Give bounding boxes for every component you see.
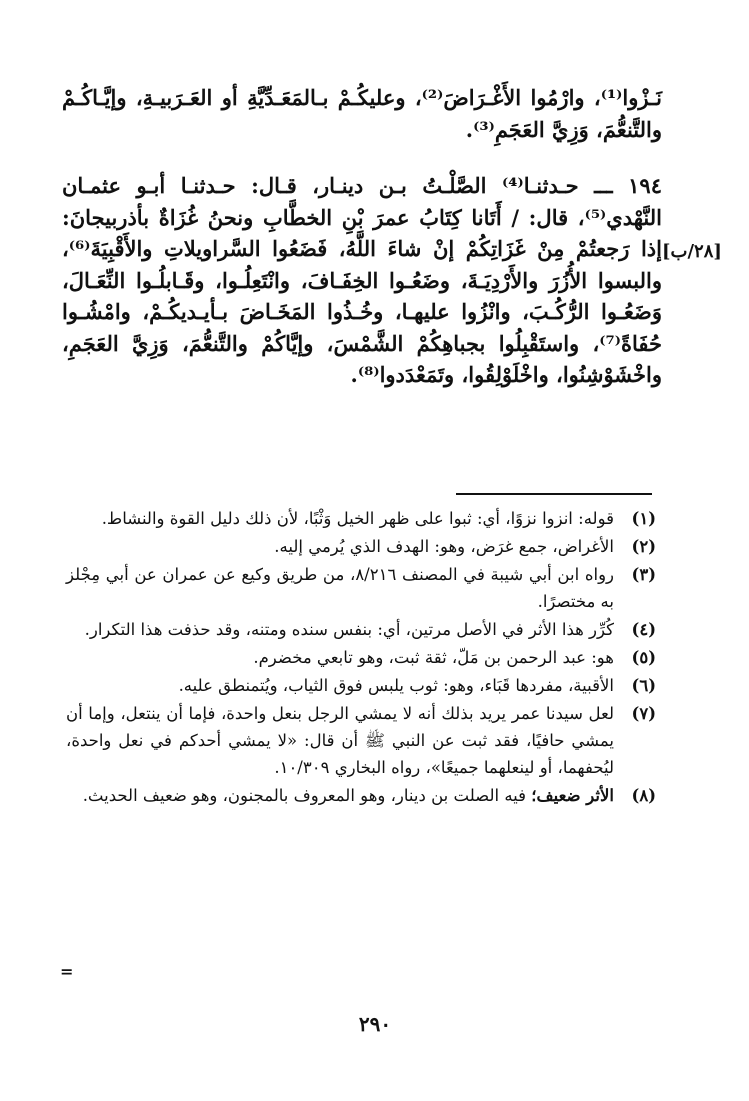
- footnote-number: (٢): [631, 537, 656, 556]
- footnote-number: (١): [631, 509, 656, 528]
- footnote-bold-lead: الأثر ضعيف؛: [531, 786, 614, 805]
- page-number: ٢٩٠: [358, 1012, 392, 1036]
- footnote-text: لعل سيدنا عمر يريد بذلك أنه لا يمشي الرجل بنعل واحدة، فإما أن ينتعل، وإما أن يمشي حافيًا، فقد ثبت عن النبي ﷺ أن قال: «لا يمشي أحدكم في نعل واحدة، ليُحفهما، أو لينعلهما جميعًا»، رواه البخاري ١٠/٣٠٩.: [66, 704, 614, 777]
- footnote-number: (٣): [631, 565, 656, 584]
- footnote-3: [66, 561, 656, 615]
- footnote-text: رواه ابن أبي شيبة في المصنف ٨/٢١٦، من طريق وكيع عن عمران عن أبي مِجْلز به مختصرًا.: [66, 565, 615, 611]
- folio-marker: [٢٨/ب]: [662, 241, 722, 262]
- footnote-4: [66, 616, 656, 643]
- footnote-number: (٥): [631, 648, 656, 667]
- footnote-8: [66, 782, 656, 809]
- footnote-number: (٦): [631, 676, 656, 695]
- footnote-6: [66, 672, 656, 699]
- footnote-1: [66, 505, 656, 532]
- main-text: [62, 82, 662, 391]
- footnote-number: (٧): [631, 704, 656, 723]
- footnote-2: [66, 533, 656, 560]
- footnote-7: [66, 700, 656, 781]
- footnote-text: هو: عبد الرحمن بن مَلّ، ثقة ثبت، وهو تابعي مخضرم.: [253, 648, 614, 667]
- hadith-number: ١٩٤: [628, 173, 662, 198]
- paragraph-hadith-194: [62, 170, 662, 391]
- footnote-separator: [456, 493, 652, 495]
- footnote-text: قوله: انزوا نزوًا، أي: ثبوا على ظهر الخيل وَثْبًا، لأن ذلك دليل القوة والنشاط.: [101, 509, 614, 528]
- footnote-number: (٤): [631, 620, 656, 639]
- hadith-text: ـــ حـدثنـا⁽⁴⁾ الصَّلْـتُ بـن دينـار، قـال: حـدثنـا أبـو عثمـان النَّهْدي⁽⁵⁾، قال: / أَتَانا كِتَابُ عمرَ بْنِ الخطَّابِ ونحنُ غُزَاةٌ بأذربيجانَ: إذا رَجعتُمْ مِنْ غَزَاتِكُمْ إنْ شاءَ اللَّهُ، فَضَعُوا السَّراويلاتِ والأَقْبِيَةَ⁽⁶⁾، والبسوا الأُزُرَ والأَرْدِيَـةَ، وضَعُـوا الخِفَـافَ، وانْتَعِلُـوا، وقَـابلُـوا النِّعَـالَ، وَضَعُـوا الرُّكُـبَ، وانْزُوا عليهـا، وخُـذُوا المَخَـاضَ بـأيـديكُـمْ، وامْشُـوا حُفَاةً⁽⁷⁾، واستَقْبِلُوا بجباهِكُمْ الشَّمْسَ، وإيَّاكُمْ والتَّنعُّمَ، وَزِيَّ العَجَمِ، واخْشَوْشِنُوا، واخْلَوْلِقُوا، وتَمَعْدَدوا⁽⁸⁾.: [62, 173, 662, 387]
- footnote-text: كُرِّر هذا الأثر في الأصل مرتين، أي: بنفس سنده ومتنه، وقد حذفت هذا التكرار.: [84, 620, 614, 639]
- paragraph-continuation: نَـزْوا⁽¹⁾، وارْمُوا الأَغْـرَاضَ⁽²⁾، وعليكُـمْ بـالمَعَـدِّيَّةِ أو العَـرَبيـةِ، وإيَّـاكُـمْ والتَّنعُّمَ، وَزِيَّ العَجَمِ⁽³⁾.: [62, 85, 662, 142]
- footnote-rest: فيه الصلت بن دينار، وهو المعروف بالمجنون، وهو ضعيف الحديث.: [82, 786, 532, 805]
- footnote-text: الأغراض، جمع غرَض، وهو: الهدف الذي يُرمي إليه.: [274, 537, 614, 556]
- footnote-text: [66, 782, 614, 809]
- continuation-mark: =: [60, 962, 74, 981]
- footnote-number: (٨): [631, 786, 656, 805]
- footnote-5: [66, 644, 656, 671]
- footnote-text: الأقبية، مفردها قَبَاء، وهو: ثوب يلبس فوق الثياب، ويُتمنطق عليه.: [178, 676, 614, 695]
- footnotes: [66, 505, 656, 810]
